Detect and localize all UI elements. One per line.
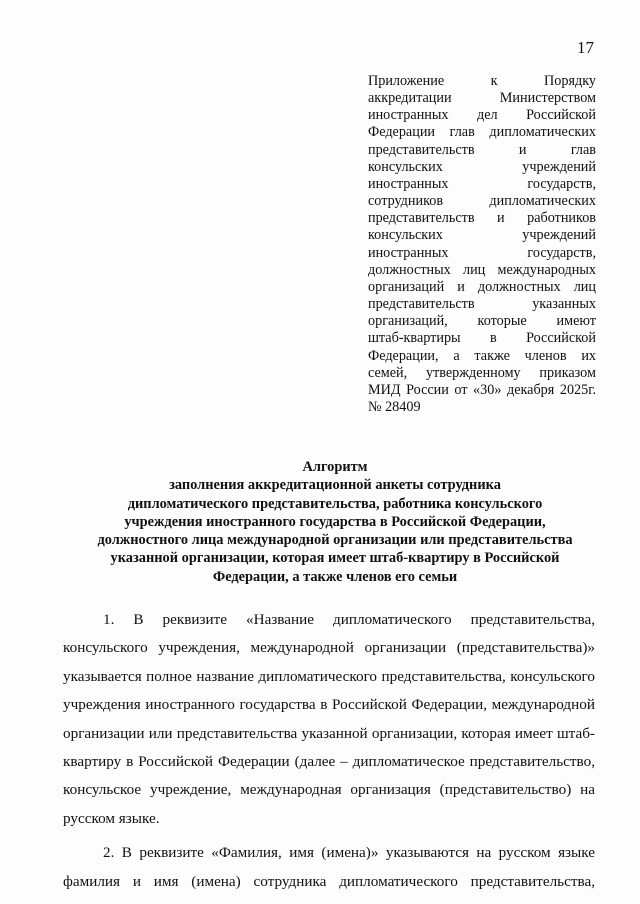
paragraph-line: консульское учреждение, международная организация (представительство) на <box>63 781 595 799</box>
title-line: дипломатического представительства, работника консульского <box>127 495 543 512</box>
title-line: заполнения аккредитационной анкеты сотрудника <box>169 477 501 494</box>
appendix-line: сотрудников дипломатических <box>368 193 596 210</box>
document-body <box>63 606 595 896</box>
title-heading: Алгоритм <box>302 459 368 475</box>
title-line: должностного лица международной организации или представительства <box>97 532 573 549</box>
appendix-line: № 28409 <box>368 398 421 415</box>
document-title <box>40 458 630 586</box>
appendix-line: семей, утвержденному приказом <box>368 364 596 381</box>
appendix-line: представительств указанных <box>368 296 596 313</box>
appendix-line: организаций, которые имеют <box>368 313 596 330</box>
paragraph-line: консульского учреждения, международной организации (представительства)» <box>63 639 595 657</box>
appendix-line: штаб-квартиры в Российской <box>368 330 596 347</box>
appendix-line: Федерации, а также членов их <box>368 347 596 364</box>
appendix-approval-block <box>368 73 596 416</box>
paragraph-line: учреждения иностранного государства в Российской Федерации, международной <box>63 696 595 714</box>
appendix-line: аккредитации Министерством <box>368 90 596 107</box>
appendix-line: иностранных государств, <box>368 244 596 261</box>
paragraph-line: 1. В реквизите «Название дипломатического представительства, <box>103 611 595 628</box>
page-number: 17 <box>577 38 594 57</box>
paragraph-line: квартиру в Российской Федерации (далее – дипломатическое представительство, <box>63 753 595 771</box>
paragraph-line: организации или представительства указанной организации, которая имеет штаб- <box>63 724 595 742</box>
paragraph-line: фамилия и имя (имена) сотрудника дипломатического представительства, <box>63 872 595 890</box>
appendix-line: иностранных дел Российской <box>368 107 596 124</box>
appendix-line: консульских учреждений <box>368 158 596 175</box>
appendix-line: иностранных государств, <box>368 175 596 192</box>
paragraph-line: 2. В реквизите «Фамилия, имя (имена)» указываются на русском языке <box>103 844 595 862</box>
appendix-line: МИД России от «30» декабря 2025г. <box>368 381 596 398</box>
appendix-line: представительств и работников <box>368 210 596 227</box>
paragraph-1 <box>63 606 595 833</box>
title-line: учреждения иностранного государства в Российской Федерации, <box>124 513 546 530</box>
paragraph-line: указывается полное название дипломатического представительства, консульского <box>63 667 595 685</box>
appendix-line: должностных лиц международных <box>368 261 596 278</box>
title-line: указанной организации, которая имеет штаб-квартиру в Российской <box>110 550 560 567</box>
appendix-line: Федерации глав дипломатических <box>368 124 596 141</box>
paragraph-2 <box>63 839 595 896</box>
paragraph-line: русском языке. <box>63 809 160 827</box>
appendix-line: консульских учреждений <box>368 227 596 244</box>
appendix-line: организаций и должностных лиц <box>368 278 596 295</box>
appendix-line: Приложение к Порядку <box>368 73 596 89</box>
appendix-line: представительств и глав <box>368 141 596 158</box>
title-line: Федерации, а также членов его семьи <box>212 568 458 585</box>
